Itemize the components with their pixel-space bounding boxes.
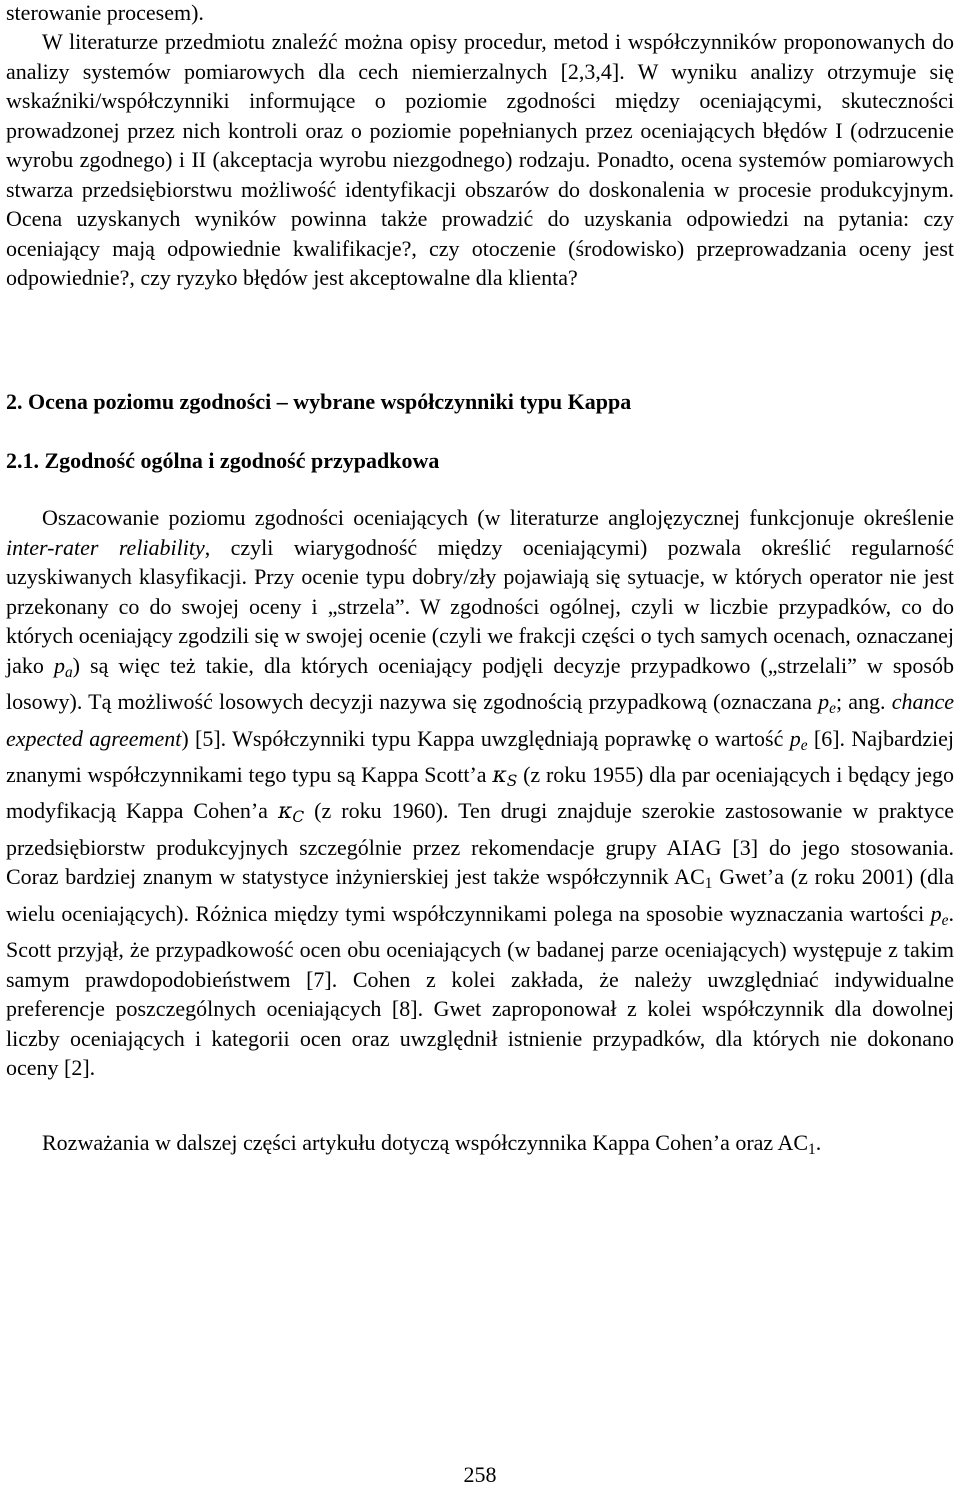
text-run: Gwet’a (z roku 2001) (dla wielu oceniających). Różnica między tymi współczynnikami polega na sposobie wyznaczania wartości bbox=[6, 864, 954, 926]
text-run: Oszacowanie poziomu zgodności oceniających (w literaturze anglojęzycznej funkcjonuje określenie bbox=[42, 505, 954, 530]
paragraph-agreement bbox=[6, 503, 954, 1083]
symbol-pa: $p_a$ bbox=[53, 652, 73, 681]
text-run: . bbox=[815, 1130, 822, 1155]
text-run: ) [5]. Współczynniki typu Kappa uwzględniają poprawkę o wartość bbox=[181, 725, 790, 751]
subscript-ac1: 1 bbox=[808, 1140, 816, 1158]
symbol-pe: $p_e$ bbox=[789, 725, 808, 754]
subsection-heading: 2.1. Zgodność ogólna i zgodność przypadkowa bbox=[6, 448, 440, 473]
text-run: (z roku 1955) dla par oceniających i będący jego modyfikacją Kappa Cohen’a bbox=[6, 761, 954, 824]
paragraph-scope bbox=[6, 1128, 954, 1164]
paragraph-intro-end bbox=[6, 0, 954, 28]
text-run: ) są więc też takie, dla których oceniający podjęli decyzje przypadkowo („strzelali” w sposób losowy). Tą możliwość losowych decyzji nazywa się zgodnością przypadkową (oznaczana bbox=[6, 652, 954, 715]
term-chance-expected-agreement: chance expected agreement bbox=[6, 689, 954, 751]
subscript-ac1: 1 bbox=[704, 875, 713, 893]
text-run: . Scott przyjął, że przypadkowość ocen obu oceniających (w badanej parze oceniających) występuje z takim samym prawdopodobieństwem [7]. Cohen z kolei zakłada, że należy uwzględniać indywidualne preferencje poszczególnych oceniających [8]. Gwet zaproponował z kolei współczynnik dla dowolnej liczby oceniających i kategorii ocen oraz uwzględnił istnienie przypadków, dla których nie dokonano oceny [2]. bbox=[6, 900, 954, 1081]
paragraph-text: W literaturze przedmiotu znaleźć można opisy procedur, metod i współczynników proponowanych do analizy systemów pomiarowych dla cech niemierzalnych [2,3,4]. W wyniku analizy otrzymuje się wskaźniki/współczynniki informujące o poziomie zgodności między oceniającymi, skuteczności prowadzonej przez nich kontroli oraz o poziomie popełnianych przez oceniających błędów I (odrzucenie wyrobu zgodnego) i II (akceptacja wyrobu niezgodnego) rodzaju. Ponadto, ocena systemów pomiarowych stwarza przedsiębiorstwu możliwość identyfikacji obszarów do doskonalenia w procesie produkcyjnym. Ocena uzyskanych wyników powinna także prowadzić do uzyskania odpowiedzi na pytania: czy oceniający mają odpowiednie kwalifikacje?, czy otoczenie (środowisko) przeprowadzania oceny jest odpowiednie?, czy ryzyko błędów jest akceptowalne dla klienta? bbox=[6, 29, 954, 291]
text-run: (z roku 1960). Ten drugi znajduje szerokie zastosowanie w praktyce przedsiębiorstw produkcyjnych szczególnie przez rekomendacje grupy AIAG [3] do jego stosowania. Coraz bardziej znanym w statystyce inżynierskiej jest także współczynnik AC bbox=[6, 798, 954, 890]
text-run: Rozważania w dalszej części artykułu dotyczą współczynnika Kappa Cohen’a oraz AC bbox=[42, 1130, 809, 1155]
page-number: 258 bbox=[463, 1462, 497, 1487]
text-run: ; ang. bbox=[835, 689, 892, 715]
section-heading: 2. Ocena poziomu zgodności – wybrane współczynniki typu Kappa bbox=[6, 389, 632, 414]
symbol-kappa-s: $\kappa_S$ bbox=[492, 762, 518, 790]
text-run: , czyli wiarygodność między oceniającymi) pozwala określić regularność uzyskiwanych klasyfikacji. Przy ocenie typu dobry/zły pojawiają się sytuacje, w których operator nie jest przekonany co do swojej oceny i „strzela”. W zgodności ogólnej, czyli w liczbie przypadków, co do których oceniający zgodzili się w swojej ocenie (czyli we frakcji części o tych samych ocenach, oznaczanej jako bbox=[6, 534, 954, 678]
symbol-kappa-c: $\kappa_C$ bbox=[277, 799, 305, 827]
paragraph-measurement-systems bbox=[6, 27, 954, 293]
text-run: [6]. Najbardziej znanymi współczynnikami tego typu są Kappa Scott’a bbox=[6, 725, 955, 787]
term-inter-rater-reliability: inter-rater reliability bbox=[6, 534, 205, 560]
symbol-pe: $p_e$ bbox=[818, 689, 836, 717]
symbol-pe: $p_e$ bbox=[930, 900, 949, 929]
paragraph-text: sterowanie procesem). bbox=[6, 0, 204, 25]
